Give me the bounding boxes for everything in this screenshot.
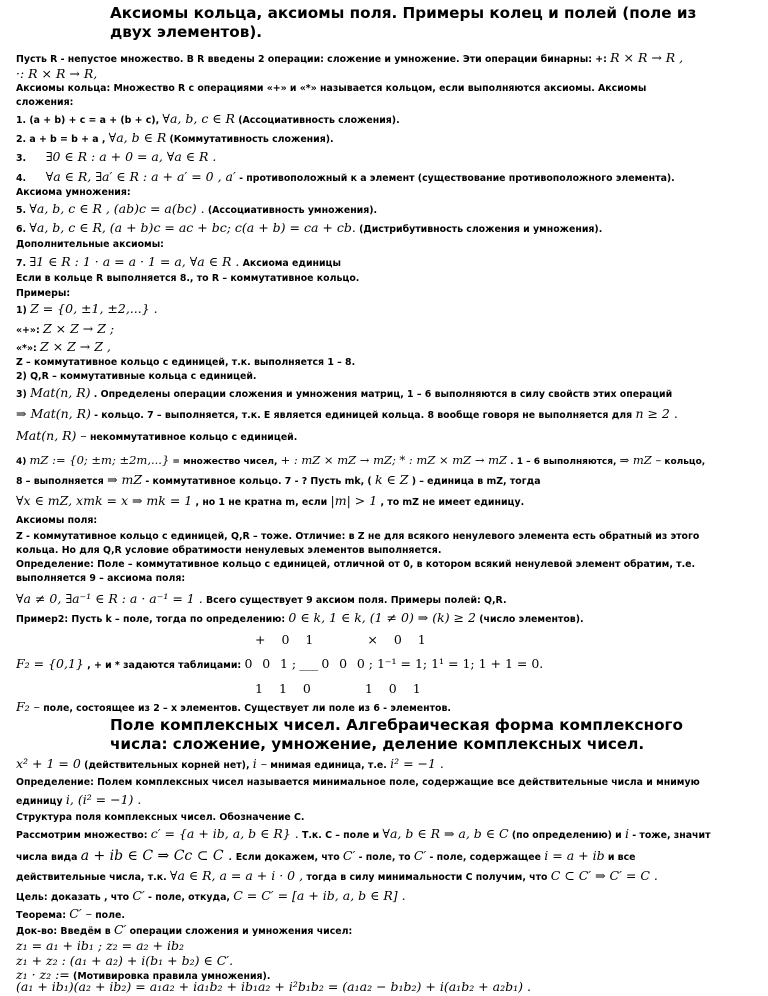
text-line: Определение: Поле – коммутативное кольцо с единицей, отличной от 0, в котором всякий ненулевой элемент обратим, т.е. [16,559,696,570]
formula: ∃0 ∈ R : a + 0 = a, ∀a ∈ R . [45,150,217,164]
text-line [16,700,754,716]
text-line [16,757,754,773]
text: 8 – выполняется [16,476,104,487]
table-cell: 0 [393,632,402,647]
operation-table-row [255,679,433,699]
example-line [16,407,754,423]
formula: ⇒ Mat(n, R) [16,407,91,421]
text: 2. a + b = b + a , [16,134,106,145]
text: Теорема: [16,910,67,921]
text-line: Структура поля комплексных чисел. Обозначение С. [16,812,305,823]
example-line [16,429,754,445]
table-cell: ___ [299,656,319,671]
table-cell: 1 [417,632,426,647]
text: (число элементов). [479,614,584,625]
text: - поле, откуда, [148,892,230,903]
text: Цель: доказать , что [16,892,130,903]
formula: ⇒ mZ [107,473,143,487]
example-line [16,473,754,489]
formula: z₁ + z₂ : (a₁ + a₂) + i(b₁ + b₂) ∈ C′. [16,954,234,968]
formula: C = C′ = [a + ib, a, b ∈ R] . [233,889,406,903]
formula: ⇒ mZ – [619,453,662,467]
text-line [16,51,754,67]
text: ) – единица в mZ, тогда [411,476,541,487]
formula: Z × Z → Z , [40,340,111,354]
text-line: кольца. Но для Q,R условие обратимости ненулевых элементов выполняется. [16,545,442,556]
formula: Mat(n, R) [30,386,91,400]
text: - поле, то [358,852,411,863]
table-cell: 0 [244,656,253,671]
formula: C′ [342,849,356,863]
formula: k ∈ Z [374,473,409,487]
text: некоммутативное кольцо с единицей. [89,432,298,443]
formula: ∀a ∈ R, a = a + i · 0 , [169,869,304,883]
title-line: двух элементов). [110,23,263,41]
text: 4) [16,457,27,467]
formula: C ⊂ C′ ⇒ C′ = C . [550,869,658,883]
text: Пусть R - непустое множество. В R введены 2 операции: сложение и умножение. Эти операции бинарны: +: [16,54,607,65]
text: мнимая единица, т.е. [270,760,387,771]
table-cell: 1 [364,681,373,696]
text: действительные числа, т.к. [16,872,167,883]
text: (действительных корней нет), [84,760,250,771]
table-cell: 0 [302,681,311,696]
text: Если докажем, что [235,852,340,863]
table-cell: 0 [321,656,330,671]
formula: C′ – [69,907,92,921]
text: 1. (a + b) + c = a + (b + c), [16,115,160,126]
text-line [16,827,754,843]
example-line [16,494,754,510]
operation-table-row [255,630,438,650]
formula: i – [252,757,268,771]
title-line: Аксиомы кольца, аксиомы поля. Примеры колец и полей (поле из [110,4,697,22]
text: . Определены операции сложения и умножения матриц, 1 – 6 выполняются в силу свойств этих операций [93,389,673,400]
text: 3. [16,153,27,164]
text: поле. [95,910,125,921]
formula: ∀x ∈ mZ, xmk = x ⇒ mk = 1 [16,494,193,508]
text-line [16,67,754,83]
text-line [16,889,754,905]
text-line: Z – коммутативное кольцо с единицей, т.к. выполняется 1 – 8. [16,357,356,368]
text: (Коммутативность сложения). [169,134,334,145]
text-line: Если в кольце R выполняется 8., то R – коммутативное кольцо. [16,273,360,284]
text: 4. [16,173,27,184]
table-cell: 0 [339,656,348,671]
text: Аксиома единицы [242,258,341,269]
text-line: сложения: [16,97,74,108]
axiom-line [16,202,754,218]
formula: c′ = {a + ib, a, b ∈ R} . [150,827,299,841]
text: тогда в силу минимальности С получим, что [306,872,548,883]
text: 3) [16,389,27,400]
formula: Z × Z → Z ; [42,322,115,336]
formula: C′ [113,923,127,937]
text: (Ассоциативность сложения). [238,115,400,126]
table-cell: 1 ; [279,656,297,671]
formula: ∀a, b, c ∈ R, (a + b)c = ac + bc; c(a + b) = ca + cb. [29,221,356,235]
formula: R × R → R , [610,51,684,65]
text-line: 2) Q,R – коммутативные кольца с единицей. [16,371,257,382]
text: Пример2: Пусть k – поле, тогда по определению: [16,614,286,625]
text: Док-во: Введём в [16,926,111,937]
text: , то mZ не имеет единицу. [380,497,525,508]
formula: i [625,827,629,841]
text: 7. [16,258,27,269]
title-line: Поле комплексных чисел. Алгебраическая форма комплексного [110,716,683,734]
formula: (a₁ + ib₁)(a₂ + ib₂) = a₁a₂ + ia₁b₂ + ib₁a₂ + i²b₁b₂ = (a₁a₂ − b₁b₂) + i(a₁b₂ + a₂b₁) . [16,980,531,994]
text-line: выполняется 9 – аксиома поля: [16,573,186,584]
table-cell: 0 [388,681,397,696]
example-line [16,302,754,318]
text-line: Дополнительные аксиомы: [16,239,164,250]
text: = множество чисел, [172,457,278,467]
formula: + : mZ × mZ → mZ; * : mZ × mZ → mZ [280,453,508,467]
text: операции сложения и умножения чисел: [129,926,353,937]
table-cell: 1 [255,681,263,696]
text-line: Аксиомы кольца: Множество R с операциями «+» и «*» называется кольцом, если выполняются аксиомы. Аксиомы [16,83,647,94]
formula: ·: R × R → R, [16,67,98,81]
example-line [16,386,754,402]
text: - противоположный к а элемент (существование противоположного элемента). [239,173,675,184]
text: 5. [16,205,27,216]
formula: ∀a, b ∈ R ⇒ a, b ∈ C [382,827,509,841]
text-line [16,611,754,627]
axiom-line [16,112,754,128]
example-line [16,453,754,469]
formula: Mat(n, R) – [16,429,87,443]
formula: ∃1 ∈ R : 1 · a = a · 1 = a, ∀a ∈ R . [29,255,240,269]
table-cell: 1 [305,632,314,647]
text: - кольцо. 7 – выполняется, т.к. Е является единицей кольца. 8 вообще говоря не выполняется для [94,410,633,421]
text: , но 1 не кратна m, если [195,497,328,508]
text: (Мотивировка правила умножения). [73,971,271,982]
table-cell: 0 [281,632,290,647]
text-line: Аксиома умножения: [16,187,131,198]
text-line [16,923,754,939]
axiom-line [16,170,754,186]
text: единицу [16,796,63,807]
example-line [16,340,754,356]
table-cell: + [255,632,266,647]
formula: z₁ = a₁ + ib₁ ; z₂ = a₂ + ib₂ [16,939,184,953]
formula: ∀a, b, c ∈ R , (ab)c = a(bc) . [29,202,205,216]
formula: F₂ – [16,700,40,714]
formula: ∀a, b, c ∈ R [162,112,235,126]
table-cell: 0 [262,656,271,671]
table-cell: × [367,632,378,647]
formula: i, (i² = −1) . [65,793,142,807]
text-line: Z - коммутативное кольцо с единицей, Q,R – тоже. Отличие: в Z не для всякого ненулевого элемента есть обратный из этого [16,531,700,542]
text: Всего существует 9 аксиом поля. Примеры полей: Q,R. [205,595,507,606]
axiom-line [16,131,754,147]
text: (Ассоциативность умножения). [207,205,378,216]
formula: Z = {0, ±1, ±2,...} . [30,302,158,316]
text-line [16,654,754,676]
text: 6. [16,224,27,235]
formula: ∀a ≠ 0, ∃a⁻¹ ∈ R : a · a⁻¹ = 1 . [16,592,203,606]
text: «+»: [16,325,40,336]
text: 1) [16,305,27,316]
text-line [16,907,754,923]
text: , + и * задаются таблицами: [87,660,242,671]
section-title-complex [110,716,683,754]
formula: mZ := {0; ±m; ±2m,...} [29,453,170,467]
text: числа вида [16,852,78,863]
formula: 0 ∈ k, 1 ∈ k, (1 ≠ 0) ⇒ (k) ≥ 2 [288,611,476,625]
text-line [16,849,754,867]
axiom-line [16,150,754,166]
text: - коммутативное кольцо. 7 - ? Пусть mk, ( [145,476,372,487]
formula: F₂ = {0,1} [16,656,84,671]
formula: z₁ · z₂ := [16,968,70,982]
table-cell: 0 ; 1⁻¹ = 1; 1¹ = 1; 1 + 1 = 0. [356,656,544,671]
text: - поле, содержащее [429,852,542,863]
text: поле, состоящее из 2 – х элементов. Существует ли поле из 6 - элементов. [43,703,451,714]
text-line [16,793,754,809]
text: - тоже, значит [632,830,711,841]
table-cell: 1 [412,681,421,696]
text-line: Определение: Полем комплексных чисел называется минимальное поле, содержащие все действительные числа и мнимую [16,777,700,788]
text: Т.к. С – поле и [301,830,380,841]
formula: i = a + ib [544,849,605,863]
formula: x² + 1 = 0 [16,757,81,771]
example-line [16,322,754,338]
formula: n ≥ 2 . [635,407,678,421]
axiom-line [16,221,754,237]
section-title-rings [110,4,696,42]
table-cell: 1 [278,681,287,696]
formula: a + ib ∈ C ⇒ Cc ⊂ C . [80,849,233,864]
text: «*»: [16,343,37,354]
text: (по определению) и [511,830,622,841]
text-line [16,592,754,608]
formula: C′ [132,889,145,903]
formula: C′ [413,849,427,863]
text: (Дистрибутивность сложения и умножения). [359,224,603,235]
formula: |m| > 1 [330,494,378,508]
text: Рассмотрим множество: [16,830,148,841]
text: и все [607,852,636,863]
title-line: числа: сложение, умножение, деление комплексных чисел. [110,735,645,753]
text-line: Примеры: [16,288,71,299]
axiom-line [16,255,754,271]
formula-line [16,939,754,955]
text-line [16,869,754,885]
text: кольцо, [664,457,706,467]
formula: i² = −1 . [390,757,444,771]
formula: ∀a, b ∈ R [108,131,167,145]
formula: ∀a ∈ R, ∃a′ ∈ R : a + a′ = 0 , a′ [45,170,236,184]
text-line: Аксиомы поля: [16,515,98,526]
text: . 1 – 6 выполняются, [510,457,617,467]
